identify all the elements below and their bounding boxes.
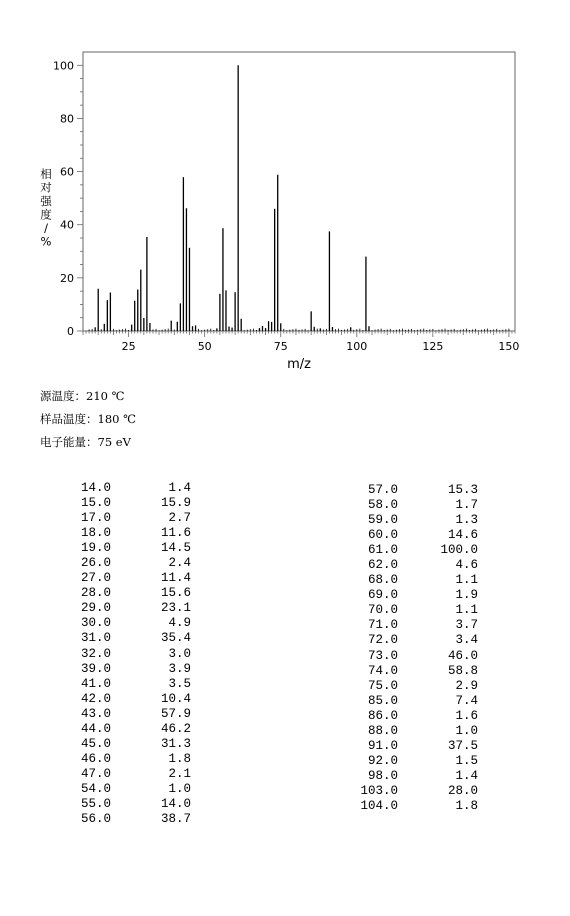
peak-mz: 41.0 [80,676,111,691]
peak-intensity: 1.3 [455,513,478,528]
peak-intensity: 4.6 [455,558,478,573]
peak-row [71,556,191,571]
peak-intensity: 35.4 [160,631,191,646]
peak-mz: 91.0 [367,738,398,753]
peak-intensity: 31.3 [160,736,191,751]
x-tick-label: 150 [498,340,520,353]
peak-intensity: 15.9 [160,496,191,511]
peak-row [71,541,191,556]
peak-mz: 32.0 [80,646,111,661]
peak-row [358,588,478,603]
peak-intensity: 1.0 [168,781,191,796]
peak-mz: 70.0 [367,603,398,618]
peak-row [71,601,191,616]
peak-intensity: 15.3 [447,483,478,497]
peak-row [358,799,478,814]
x-tick-label: 100 [346,340,368,353]
peak-intensity: 46.2 [160,721,191,736]
peak-intensity: 2.1 [168,766,191,781]
peak-intensity: 1.9 [455,588,478,603]
peak-mz: 59.0 [367,513,398,528]
peak-bars [89,65,509,331]
peak-intensity: 1.1 [455,573,478,588]
y-tick-labels [53,59,74,338]
x-axis-label: m/z [287,357,311,372]
peak-row [71,737,191,752]
peak-row [358,558,478,573]
peak-intensity: 1.8 [455,798,478,813]
x-tick-label: 75 [273,340,288,353]
peak-mz: 54.0 [80,781,111,796]
peak-mz: 56.0 [80,812,111,827]
peak-intensity: 1.0 [455,723,478,738]
peak-row [358,724,478,739]
peak-intensity: 3.9 [168,661,191,676]
peak-table-left [71,481,191,827]
peak-intensity: 1.4 [455,768,478,783]
peak-row [71,722,191,737]
peak-mz: 92.0 [367,753,398,768]
y-tick-label: 80 [60,112,74,126]
peak-mz: 72.0 [367,633,398,648]
peak-row [358,603,478,618]
peak-intensity: 57.9 [160,706,191,721]
peak-intensity: 14.5 [160,541,191,556]
peak-row [358,543,478,558]
peak-mz: 18.0 [80,526,111,541]
source-temperature: 源温度：210 ℃ [40,389,125,403]
peak-mz: 45.0 [80,736,111,751]
peak-intensity: 1.8 [168,751,191,766]
peak-intensity: 15.6 [160,586,191,601]
peak-mz: 46.0 [80,751,111,766]
peak-mz: 61.0 [367,543,398,558]
peak-row [358,528,478,543]
peak-intensity: 1.1 [455,603,478,618]
peak-mz: 39.0 [80,661,111,676]
y-tick-label: 100 [53,59,74,73]
peak-intensity: 2.7 [168,511,191,526]
peak-row [358,618,478,633]
peak-intensity: 3.4 [455,633,478,648]
peak-mz: 27.0 [80,571,111,586]
peak-row [358,498,478,513]
axis-ticks [77,65,515,337]
peak-intensity: 3.7 [455,618,478,633]
peak-row [71,707,191,722]
peak-mz: 17.0 [80,511,111,526]
peak-intensity: 11.6 [160,526,191,541]
peak-intensity: 10.4 [160,691,191,706]
y-tick-label: 60 [60,165,74,179]
peak-mz: 26.0 [80,556,111,571]
peak-mz: 15.0 [80,496,111,511]
peak-row [358,679,478,694]
peak-mz: 58.0 [367,498,398,513]
peak-row [358,664,478,679]
x-tick-labels [122,340,520,353]
electron-energy: 电子能量：75 eV [40,435,131,449]
peak-mz: 14.0 [80,481,111,495]
peak-intensity: 4.9 [168,616,191,631]
peak-row [71,752,191,767]
peak-intensity: 1.5 [455,753,478,768]
peak-mz: 85.0 [367,693,398,708]
peak-mz: 75.0 [367,678,398,693]
peak-row [71,526,191,541]
peak-intensity: 23.1 [160,601,191,616]
peak-row [358,769,478,784]
peak-row [71,782,191,797]
peak-row [358,694,478,709]
peak-mz: 43.0 [80,706,111,721]
peak-row [71,631,191,646]
peak-row [71,662,191,677]
plot-frame [83,52,515,331]
peak-mz: 31.0 [80,631,111,646]
peak-row [71,571,191,586]
peak-mz: 28.0 [80,586,111,601]
peak-mz: 88.0 [367,723,398,738]
peak-intensity: 38.7 [160,812,191,827]
peak-row [358,573,478,588]
peak-mz: 30.0 [80,616,111,631]
peak-row [358,739,478,754]
peak-row [358,649,478,664]
peak-intensity: 1.4 [168,481,191,495]
peak-row [358,709,478,724]
peak-intensity: 58.8 [447,663,478,678]
peak-row [71,692,191,707]
peak-intensity: 1.7 [455,498,478,513]
peak-mz: 29.0 [80,601,111,616]
peak-mz: 19.0 [80,541,111,556]
peak-row [71,677,191,692]
y-tick-label: 40 [60,218,74,232]
peak-row [358,754,478,769]
peak-intensity: 100.0 [440,543,478,558]
peak-intensity: 7.4 [455,693,478,708]
peak-mz: 60.0 [367,528,398,543]
peak-row [71,812,191,827]
peak-mz: 42.0 [80,691,111,706]
peak-row [358,784,478,799]
peak-intensity: 37.5 [447,738,478,753]
y-axis-label: 相对强度/ % [40,167,52,249]
peak-mz: 69.0 [367,588,398,603]
peak-intensity: 11.4 [160,571,191,586]
y-tick-label: 0 [67,325,74,338]
peak-mz: 86.0 [367,708,398,723]
peak-row [71,586,191,601]
peak-mz: 74.0 [367,663,398,678]
peak-intensity: 2.4 [168,556,191,571]
peak-row [71,647,191,662]
peak-mz: 62.0 [367,558,398,573]
peak-intensity: 3.0 [168,646,191,661]
peak-intensity: 14.0 [160,796,191,811]
peak-row [71,511,191,526]
peak-table-right [358,483,478,814]
sample-temperature: 样品温度：180 ℃ [40,412,136,426]
y-tick-label: 20 [60,271,74,285]
peak-intensity: 2.9 [455,678,478,693]
peak-row [71,797,191,812]
x-tick-label: 125 [422,340,444,353]
peak-row [71,481,191,496]
peak-mz: 47.0 [80,766,111,781]
peak-row [358,483,478,498]
peak-row [71,496,191,511]
peak-intensity: 46.0 [447,648,478,663]
x-tick-label: 25 [121,340,136,353]
peak-intensity: 1.6 [455,708,478,723]
peak-intensity: 28.0 [447,783,478,798]
peak-intensity: 14.6 [447,528,478,543]
peak-intensity: 3.5 [168,676,191,691]
peak-mz: 71.0 [367,618,398,633]
peak-mz: 44.0 [80,721,111,736]
peak-mz: 98.0 [367,768,398,783]
x-tick-label: 50 [197,340,212,353]
peak-row [358,633,478,648]
peak-mz: 104.0 [360,798,398,813]
peak-mz: 57.0 [367,483,398,497]
peak-mz: 68.0 [367,573,398,588]
peak-row [71,767,191,782]
peak-row [358,513,478,528]
peak-row [71,616,191,631]
mass-spectrum-chart [0,0,570,380]
peak-mz: 55.0 [80,796,111,811]
peak-mz: 73.0 [367,648,398,663]
peak-mz: 103.0 [360,783,398,798]
